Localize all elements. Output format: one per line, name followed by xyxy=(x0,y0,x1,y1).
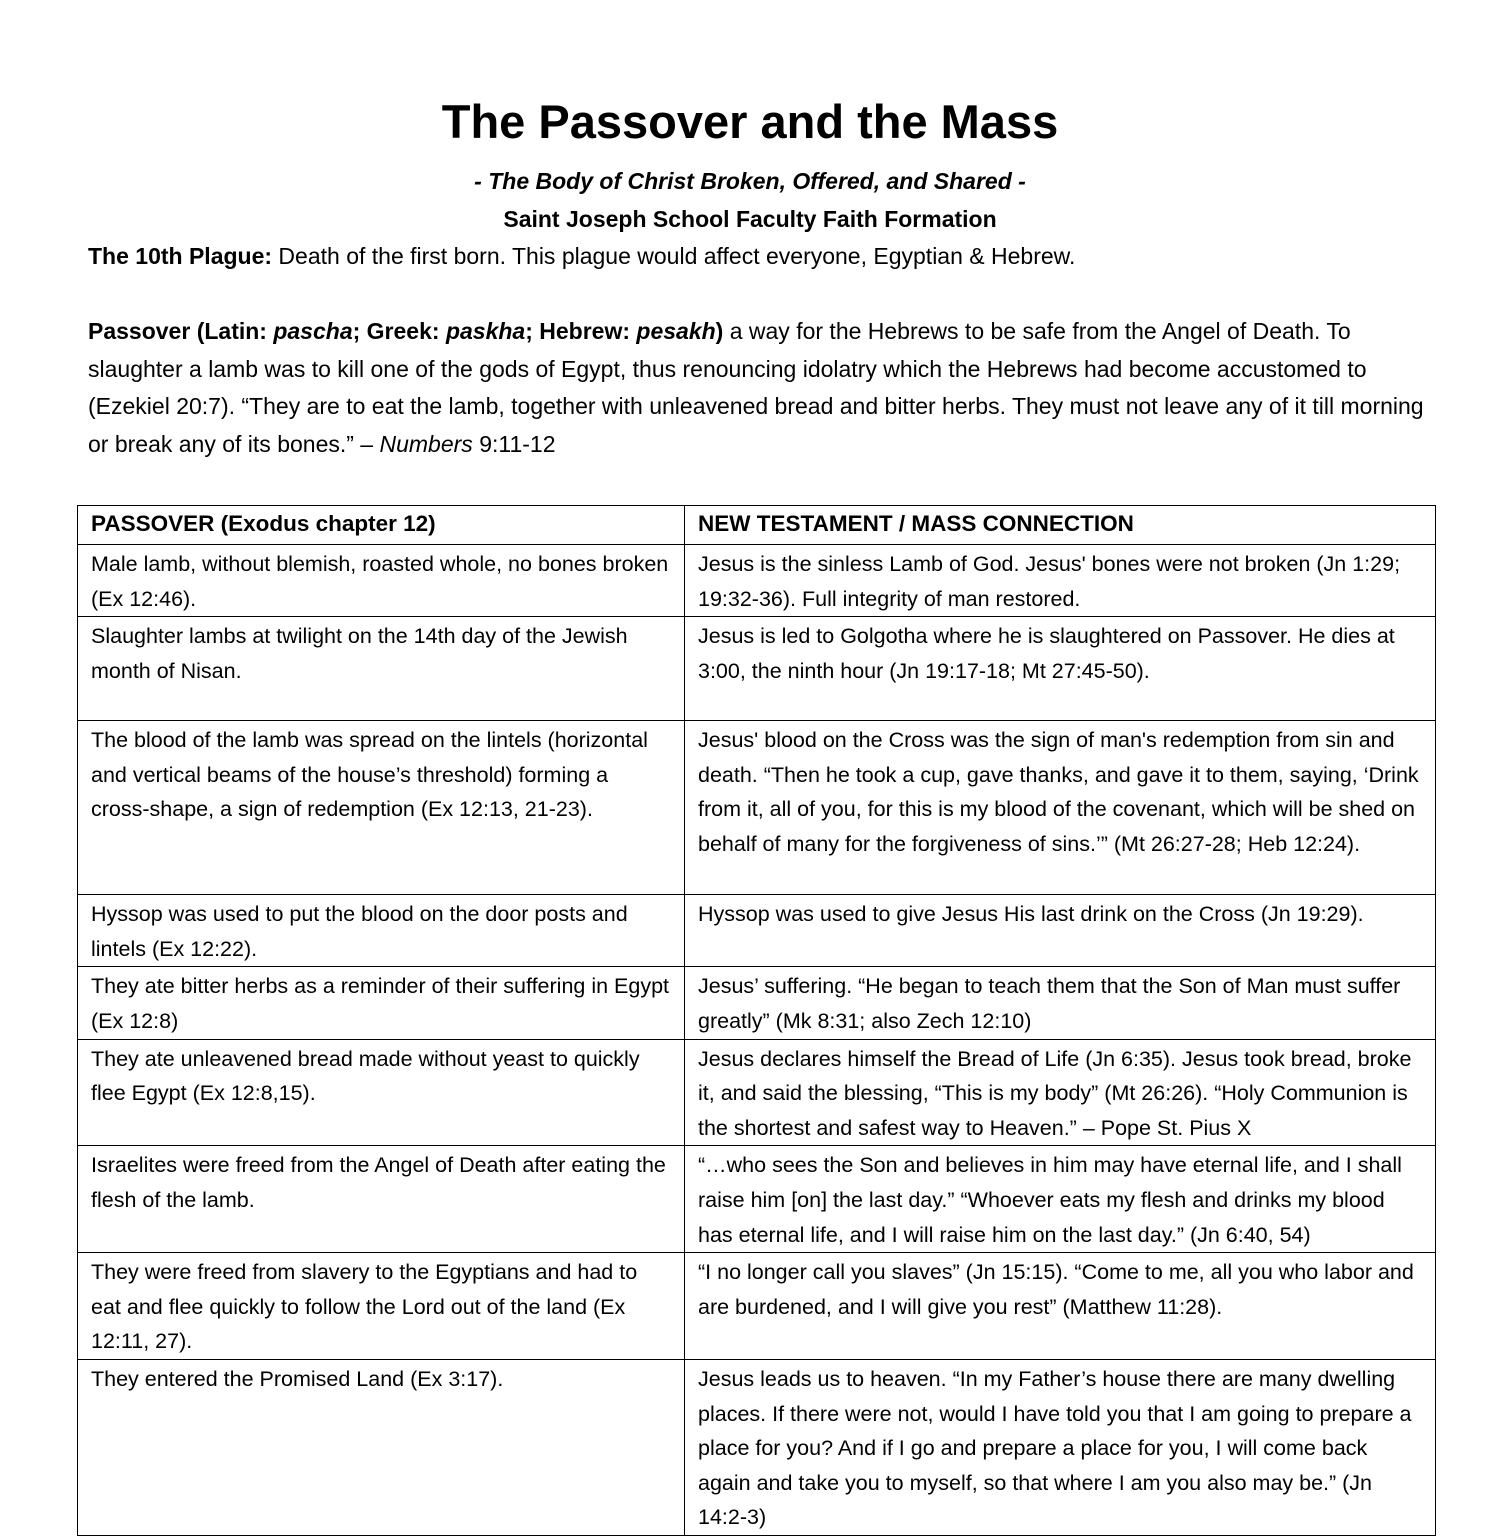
table-row xyxy=(78,895,1436,967)
plague-paragraph xyxy=(88,238,1428,276)
passover-cell: They entered the Promised Land (Ex 3:17). xyxy=(78,1359,685,1535)
greek-label: ; Greek: xyxy=(352,318,446,344)
document-subtitle: - The Body of Christ Broken, Offered, and Shared - xyxy=(474,168,1026,194)
organization-line: Saint Joseph School Faculty Faith Formation xyxy=(503,206,997,232)
table-row xyxy=(78,967,1436,1039)
hebrew-word: pesakh xyxy=(636,318,716,344)
mass-cell: Jesus is the sinless Lamb of God. Jesus' bones were not broken (Jn 1:29; 19:32-36). Full integrity of man restored. xyxy=(685,545,1436,617)
greek-word: paskha xyxy=(445,318,526,344)
table-row xyxy=(78,617,1436,721)
book-reference: 9:11-12 xyxy=(472,431,556,458)
plague-label: The 10th Plague: xyxy=(88,243,273,269)
passover-cell: Slaughter lambs at twilight on the 14th day of the Jewish month of Nisan. xyxy=(78,617,685,721)
table-header-row xyxy=(78,506,1436,545)
mass-cell: “…who sees the Son and believes in him may have eternal life, and I shall raise him [on] the last day.” “Whoever eats my flesh and drinks my blood has eternal life, and I will raise him on the last day.” (Jn 6:40, 54) xyxy=(685,1146,1436,1253)
table-row xyxy=(78,1039,1436,1146)
header-new-testament: NEW TESTAMENT / MASS CONNECTION xyxy=(685,506,1436,545)
document-title: The Passover and the Mass xyxy=(441,95,1059,148)
plague-text: Death of the first born. This plague would affect everyone, Egyptian & Hebrew. xyxy=(272,243,1076,269)
mass-cell: Jesus declares himself the Bread of Life (Jn 6:35). Jesus took bread, broke it, and said the blessing, “This is my body” (Mt 26:26). “Holy Communion is the shortest and safest way to Heaven.” – Pope St. Pius X xyxy=(685,1039,1436,1146)
table-row xyxy=(78,721,1436,895)
mass-cell: Jesus leads us to heaven. “In my Father’s house there are many dwelling places. If there were not, would I have told you that I am going to prepare a place for you? And if I go and prepare a place for you, I will come back again and take you to myself, so that where I am you also may be.” (Jn 14:2-3) xyxy=(685,1359,1436,1535)
passover-cell: They were freed from slavery to the Egyptians and had to eat and flee quickly to follow the Lord out of the land (Ex 12:11, 27). xyxy=(78,1253,685,1360)
comparison-table xyxy=(77,505,1436,1536)
passover-term: Passover (Latin: xyxy=(88,318,274,344)
mass-cell: Jesus is led to Golgotha where he is slaughtered on Passover. He dies at 3:00, the ninth hour (Jn 19:17-18; Mt 27:45-50). xyxy=(685,617,1436,721)
passover-cell: Male lamb, without blemish, roasted whole, no bones broken (Ex 12:46). xyxy=(78,545,685,617)
mass-cell: Hyssop was used to give Jesus His last drink on the Cross (Jn 19:29). xyxy=(685,895,1436,967)
header-passover: PASSOVER (Exodus chapter 12) xyxy=(78,506,685,545)
passover-paragraph xyxy=(88,313,1428,464)
passover-cell: Hyssop was used to put the blood on the door posts and lintels (Ex 12:22). xyxy=(78,895,685,967)
mass-cell: Jesus’ suffering. “He began to teach them that the Son of Man must suffer greatly” (Mk 8:31; also Zech 12:10) xyxy=(685,967,1436,1039)
term-close: ) xyxy=(715,318,724,344)
mass-cell: “I no longer call you slaves” (Jn 15:15). “Come to me, all you who labor and are burdened, and I will give you rest” (Matthew 11:28). xyxy=(685,1253,1436,1360)
mass-cell: Jesus' blood on the Cross was the sign of man's redemption from sin and death. “Then he took a cup, gave thanks, and gave it to them, saying, ‘Drink from it, all of you, for this is my blood of the covenant, which will be shed on behalf of many for the forgiveness of sins.’” (Mt 26:27-28; Heb 12:24). xyxy=(685,721,1436,895)
table-row xyxy=(78,545,1436,617)
table-row xyxy=(78,1146,1436,1253)
passover-cell: Israelites were freed from the Angel of Death after eating the flesh of the lamb. xyxy=(78,1146,685,1253)
table-row xyxy=(78,1253,1436,1360)
passover-cell: The blood of the lamb was spread on the lintels (horizontal and vertical beams of the house’s threshold) forming a cross-shape, a sign of redemption (Ex 12:13, 21-23). xyxy=(78,721,685,895)
table-row xyxy=(78,1359,1436,1535)
latin-word: pascha xyxy=(273,318,353,344)
passover-cell: They ate bitter herbs as a reminder of their suffering in Egypt (Ex 12:8) xyxy=(78,967,685,1039)
book-name: Numbers xyxy=(379,431,473,458)
passover-body: a way for the Hebrews to be safe from the Angel of Death. To slaughter a lamb was to kill one of the gods of Egypt, thus renouncing idolatry which the Hebrews had become accustomed to (Ezekiel 20:7). “They are to eat the lamb, together with unleavened bread and bitter herbs. They must not leave any of it till morning or break any of its bones.” – xyxy=(88,318,1424,458)
hebrew-label: ; Hebrew: xyxy=(525,318,637,344)
passover-cell: They ate unleavened bread made without yeast to quickly flee Egypt (Ex 12:8,15). xyxy=(78,1039,685,1146)
